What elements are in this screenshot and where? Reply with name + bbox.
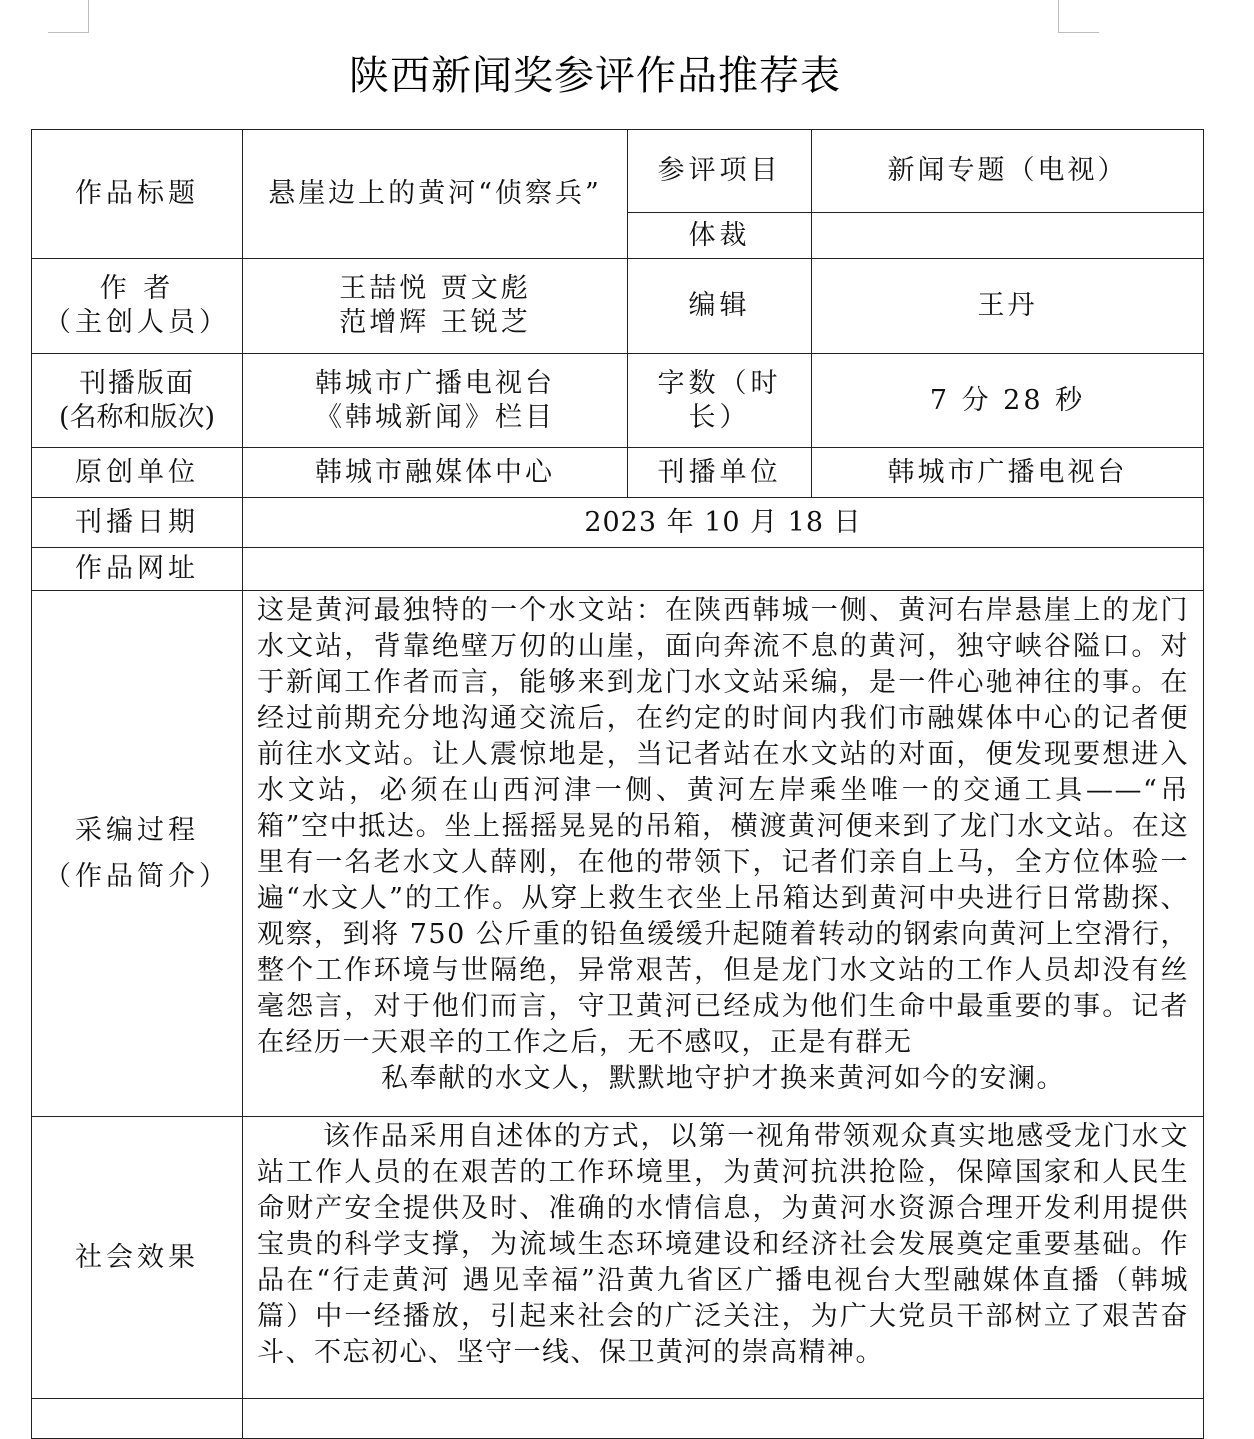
length-label <box>628 354 812 448</box>
process-label-line1: 采编过程 <box>75 814 199 846</box>
layout-label-line1: 刊播版面 <box>79 367 195 399</box>
publisher-label: 刊播单位 <box>628 448 812 498</box>
layout-line2: 《韩城新闻》栏目 <box>315 401 555 433</box>
process-label <box>32 591 243 1117</box>
recommendation-table <box>31 129 1204 1439</box>
length-value: 7 分 28 秒 <box>812 354 1204 448</box>
url-label: 作品网址 <box>32 548 243 591</box>
category-label: 参评项目 <box>628 130 812 213</box>
genre-value <box>812 213 1204 259</box>
author-line2: 范增辉 王锐芝 <box>339 307 531 338</box>
layout-label-line2: (名称和版次) <box>58 401 216 433</box>
process-text-cell <box>243 591 1204 1117</box>
date-label: 刊播日期 <box>32 498 243 548</box>
editor-label: 编辑 <box>628 259 812 354</box>
author-label-line1: 作 者 <box>99 273 175 304</box>
effect-text: 该作品采用自述体的方式，以第一视角带领观众真实地感受龙门水文站工作人员的在艰苦的工作环境里，为黄河抗洪抢险，保障国家和人民生命财产安全提供及时、准确的水情信息，为黄河水资源合理开发利用提供宝贵的科学支撑，为流域生态环境建设和经济社会发展奠定重要基础。作品在“行走黄河 遇见幸福”沿黄九省区广播电视台大型融媒体直播（韩城篇）中一经播放，引起来社会的广泛关注，为广大党员干部树立了艰苦奋斗、不忘初心、坚守一线、保卫黄河的崇高精神。 <box>257 1121 1189 1368</box>
genre-label: 体裁 <box>628 213 812 259</box>
length-label-line1: 字数（时 <box>657 367 782 399</box>
work-title-value: 悬崖边上的黄河“侦察兵” <box>243 130 628 259</box>
layout-line1: 韩城市广播电视台 <box>315 367 555 399</box>
page-title: 陕西新闻奖参评作品推荐表 <box>349 53 841 99</box>
empty-cell-right <box>243 1399 1204 1439</box>
origin-label: 原创单位 <box>32 448 243 498</box>
url-value <box>243 548 1204 591</box>
length-label-line2: 长） <box>688 401 751 433</box>
crop-mark-top-right <box>1058 0 1099 33</box>
process-text-last-line: 私奉献的水文人，默默地守护才换来黄河如今的安澜。 <box>381 1063 1065 1094</box>
work-title-label: 作品标题 <box>32 130 243 259</box>
author-line1: 王喆悦 贾文彪 <box>339 273 531 304</box>
editor-value: 王丹 <box>812 259 1204 354</box>
empty-cell-left <box>32 1399 243 1439</box>
crop-mark-top-left <box>48 0 89 33</box>
effect-text-cell <box>243 1117 1204 1399</box>
layout-value <box>243 354 628 448</box>
process-label-line2: （作品简介） <box>44 860 230 892</box>
author-label <box>32 259 243 354</box>
effect-label: 社会效果 <box>32 1117 243 1399</box>
category-value: 新闻专题（电视） <box>812 130 1204 213</box>
layout-label <box>32 354 243 448</box>
process-text: 这是黄河最独特的一个水文站：在陕西韩城一侧、黄河右岸悬崖上的龙门水文站，背靠绝壁万仞的山崖，面向奔流不息的黄河，独守峡谷隘口。对于新闻工作者而言，能够来到龙门水文站采编，是一件心驰神往的事。在经过前期充分地沟通交流后，在约定的时间内我们市融媒体中心的记者便前往水文站。让人震惊地是，当记者站在水文站的对面，便发现要想进入水文站，必须在山西河津一侧、黄河左岸乘坐唯一的交通工具——“吊箱”空中抵达。坐上摇摇晃晃的吊箱，横渡黄河便来到了龙门水文站。在这里有一名老水文人薛刚，在他的带领下，记者们亲自上马，全方位体验一遍“水文人”的工作。从穿上救生衣坐上吊箱达到黄河中央进行日常勘探、观察，到将 750 公斤重的铅鱼缓缓升起随着转动的钢索向黄河上空滑行，整个工作环境与世隔绝，异常艰苦，但是龙门水文站的工作人员却没有丝毫怨言，对于他们而言，守卫黄河已经成为他们生命中最重要的事。记者在经历一天艰辛的工作之后，无不感叹，正是有群无 <box>257 595 1189 1058</box>
author-value <box>243 259 628 354</box>
date-value: 2023 年 10 月 18 日 <box>243 498 1204 548</box>
publisher-value: 韩城市广播电视台 <box>812 448 1204 498</box>
origin-value: 韩城市融媒体中心 <box>243 448 628 498</box>
author-label-line2: （主创人员） <box>44 307 230 338</box>
